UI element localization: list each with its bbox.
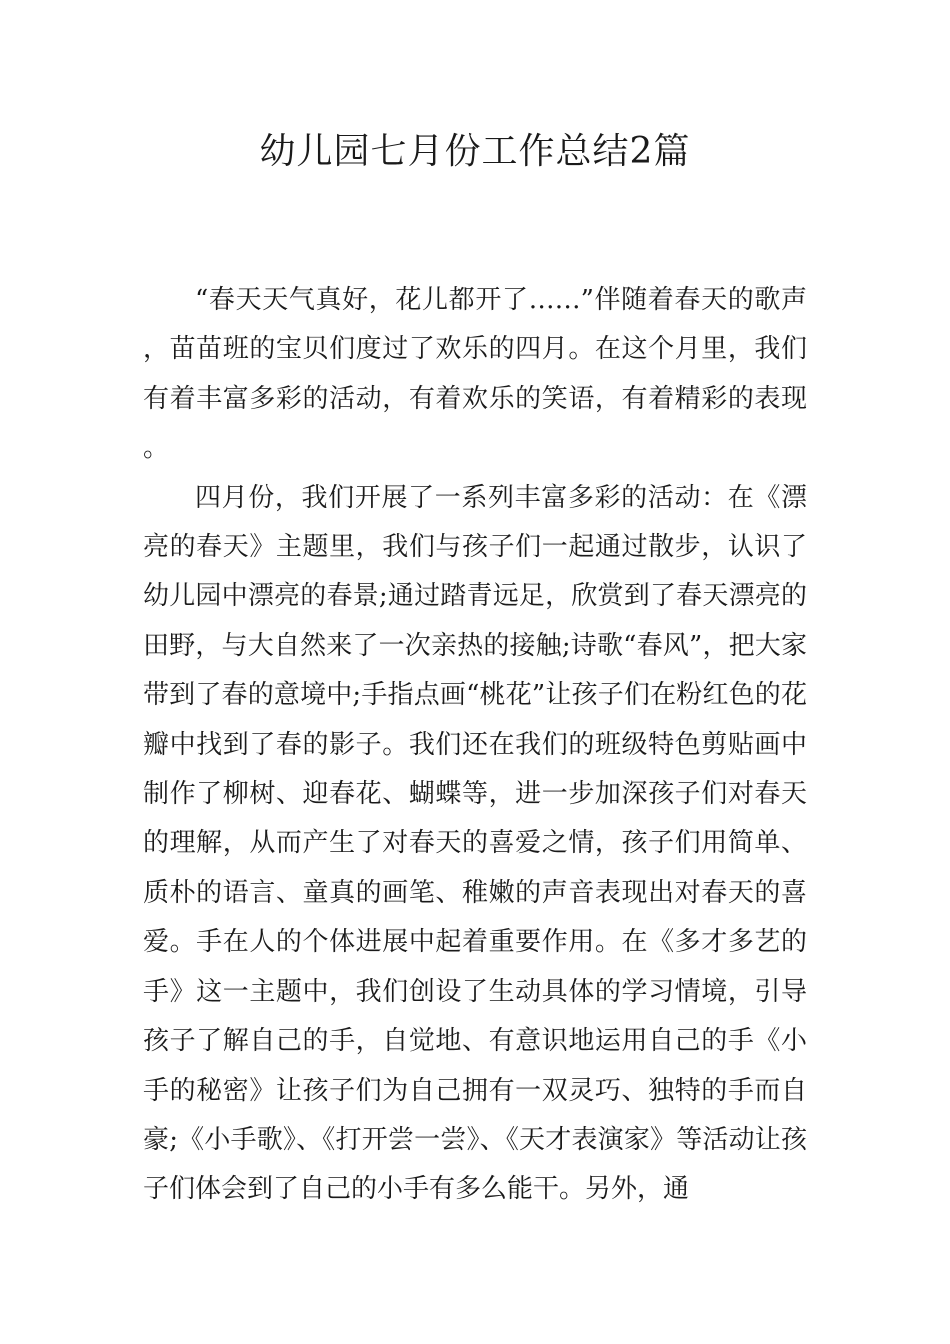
paragraph-1: “春天天气真好，花儿都开了……”伴随着春天的歌声，苗苗班的宝贝们度过了欢乐的四月。在这个月里，我们有着丰富多彩的活动，有着欢乐的笑语，有着精彩的表现。 (143, 285, 807, 464)
document-title: 幼儿园七月份工作总结2篇 (259, 131, 691, 172)
paragraph-2: 四月份，我们开展了一系列丰富多彩的活动：在《漂亮的春天》主题里，我们与孩子们一起通过散步，认识了幼儿园中漂亮的春景;通过踏青远足，欣赏到了春天漂亮的田野，与大自然来了一次亲热的接触;诗歌“春风”，把大家带到了春的意境中;手指点画“桃花”让孩子们在粉红色的花瓣中找到了春的影子。我们还在我们的班级特色剪贴画中制作了柳树、迎春花、蝴蝶等，进一步加深孩子们对春天的理解，从而产生了对春天的喜爱之情，孩子们用简单、质朴的语言、童真的画笔、稚嫩的声音表现出对春天的喜爱。手在人的个体进展中起着重要作用。在《多才多艺的手》这一主题中，我们创设了生动具体的学习情境，引导孩子了解自己的手，自觉地、有意识地运用自己的手《小手的秘密》让孩子们为自己拥有一双灵巧、独特的手而自豪;《小手歌》、《打开尝一尝》、《天才表演家》等活动让孩子们体会到了自己的小手有多么能干。另外，通 (143, 482, 807, 1205)
document-body (143, 276, 807, 1215)
